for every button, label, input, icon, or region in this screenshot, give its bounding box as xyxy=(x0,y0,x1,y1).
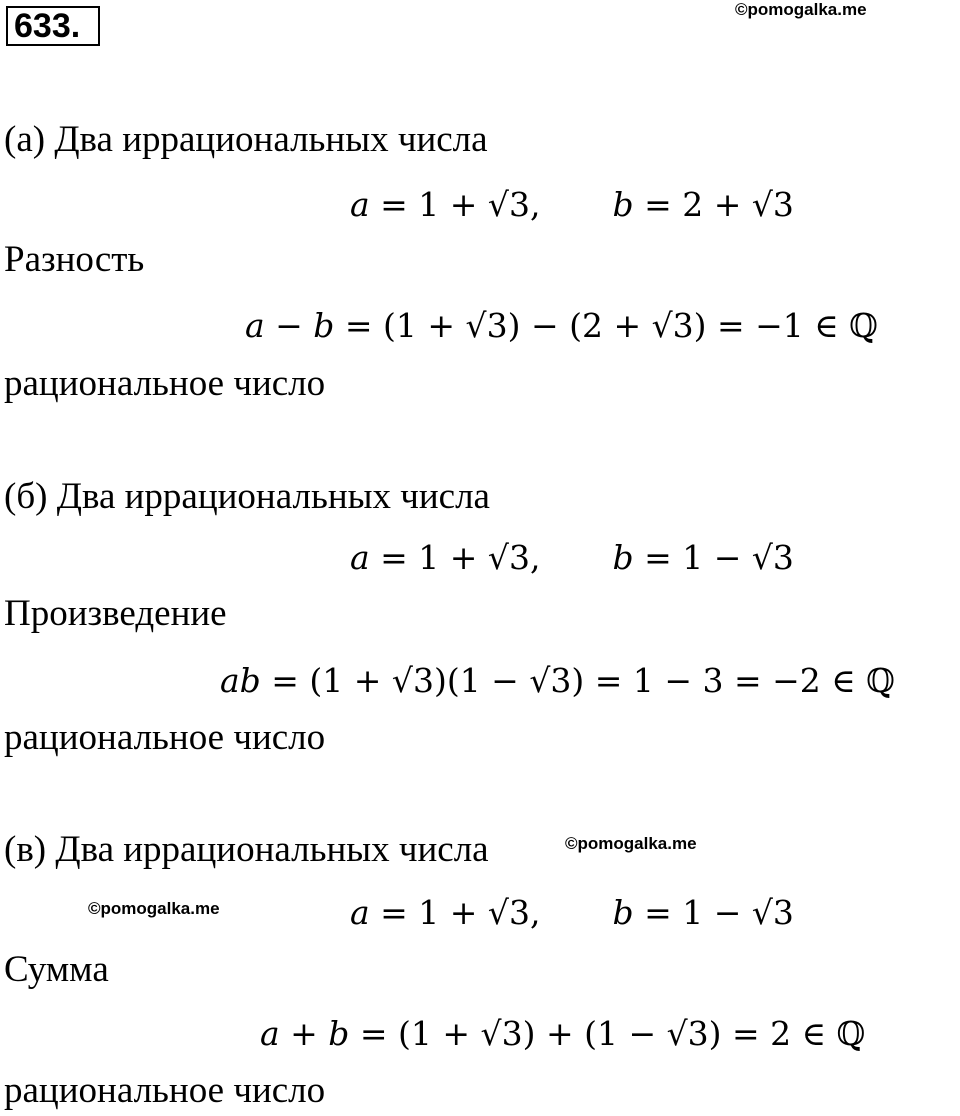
part-c-conclusion: рациональное число xyxy=(4,1070,326,1111)
part-a-definition-b: 𝑏 = 2 + √3 xyxy=(612,185,794,224)
part-a-operation: Разность xyxy=(4,239,145,280)
part-c-heading: (в) Два иррациональных числа xyxy=(4,829,489,870)
problem-number: 633. xyxy=(6,6,100,46)
part-a-conclusion: рациональное число xyxy=(4,363,326,404)
part-b-operation: Произведение xyxy=(4,593,227,634)
watermark-middle: ©pomogalka.me xyxy=(565,834,697,853)
part-b-calculation: 𝑎𝑏 = (1 + √3)(1 − √3) = 1 − 3 = −2 ∈ ℚ xyxy=(220,661,895,700)
part-c-operation: Сумма xyxy=(4,949,109,990)
part-a-heading: (а) Два иррациональных числа xyxy=(4,119,488,160)
part-b-definition-b: 𝑏 = 1 − √3 xyxy=(612,538,794,577)
watermark-left: ©pomogalka.me xyxy=(88,899,220,918)
part-a-calculation: 𝑎 − 𝑏 = (1 + √3) − (2 + √3) = −1 ∈ ℚ xyxy=(245,306,878,345)
part-a-definition-a: 𝑎 = 1 + √3, xyxy=(350,185,541,224)
part-b-definitions xyxy=(350,536,794,580)
part-b-definition-a: 𝑎 = 1 + √3, xyxy=(350,538,541,577)
part-b-heading: (б) Два иррациональных числа xyxy=(4,476,490,517)
part-b-conclusion: рациональное число xyxy=(4,717,326,758)
part-c-calculation: 𝑎 + 𝑏 = (1 + √3) + (1 − √3) = 2 ∈ ℚ xyxy=(260,1014,866,1053)
watermark-top: ©pomogalka.me xyxy=(735,0,867,19)
part-c-definition-b: 𝑏 = 1 − √3 xyxy=(612,893,794,932)
part-a-definitions xyxy=(350,183,794,227)
part-c-definition-a: 𝑎 = 1 + √3, xyxy=(350,893,541,932)
part-c-definitions xyxy=(350,891,794,935)
